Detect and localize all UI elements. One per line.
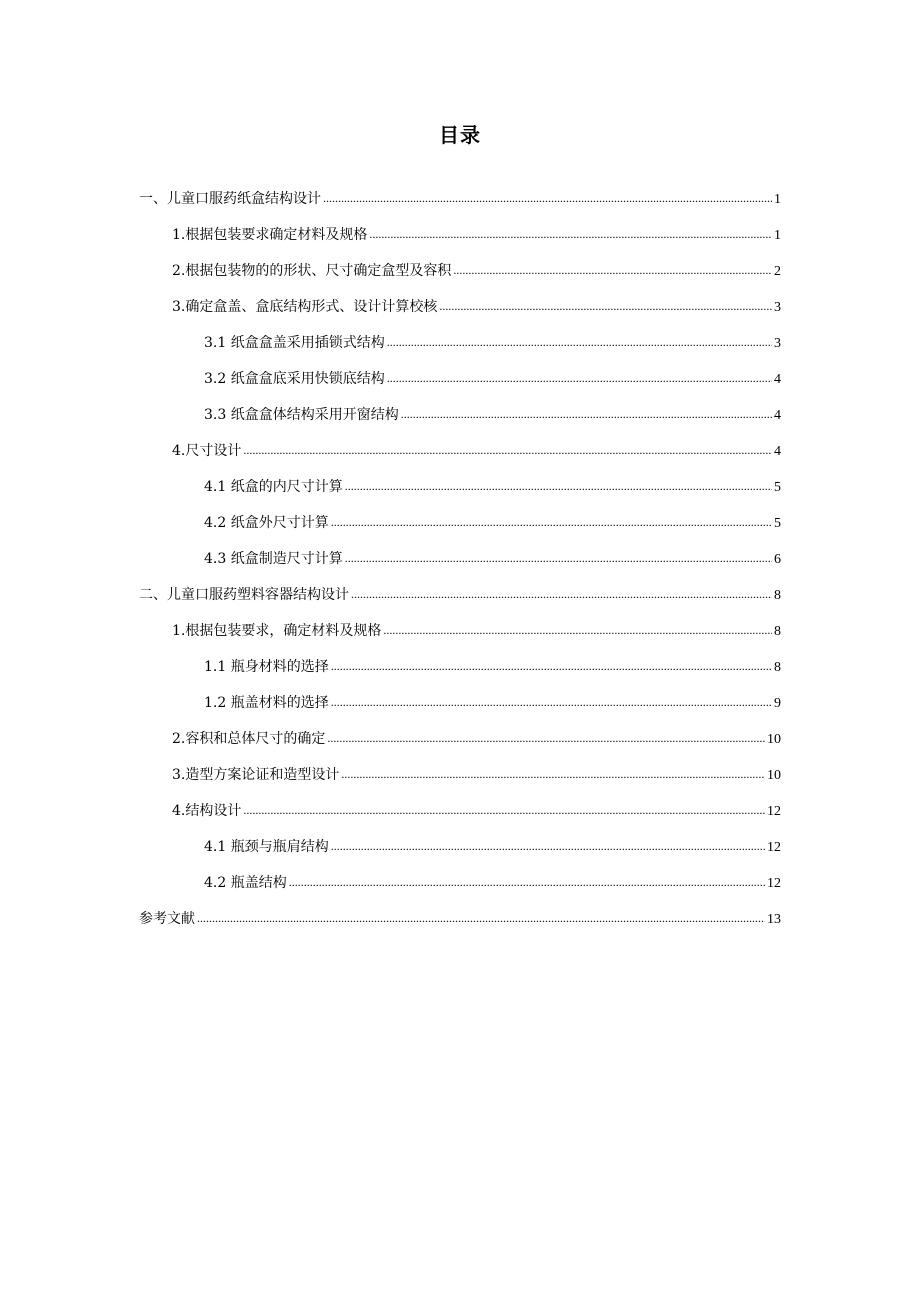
toc-dot-leader (369, 216, 772, 252)
toc-dot-leader (351, 576, 772, 612)
toc-dot-leader (401, 396, 772, 432)
toc-entry[interactable] (139, 901, 781, 937)
toc-entry-label: 3.3 纸盒盒体结构采用开窗结构 (204, 407, 399, 423)
toc-entry-label: 4.结构设计 (172, 803, 242, 819)
toc-entry-page-number: 2 (774, 264, 781, 279)
toc-entry[interactable] (139, 613, 781, 649)
toc-dot-leader (345, 540, 772, 576)
toc-dot-leader (243, 432, 772, 468)
toc-entry-label: 4.2 纸盒外尺寸计算 (204, 515, 329, 531)
toc-entry-label: 1.根据包装要求，确定材料及规格 (172, 623, 382, 639)
toc-dot-leader (331, 504, 772, 540)
toc-entry[interactable] (139, 217, 781, 253)
toc-entry[interactable] (139, 685, 781, 721)
toc-dot-leader (387, 324, 772, 360)
toc-entry-label: 4.尺寸设计 (172, 443, 242, 459)
toc-dot-leader (323, 180, 772, 216)
toc-entry-page-number: 8 (774, 588, 781, 603)
toc-dot-leader (331, 648, 772, 684)
toc-entry-label: 1.根据包装要求确定材料及规格 (172, 227, 368, 243)
toc-entry-page-number: 4 (774, 444, 781, 459)
toc-entry-page-number: 1 (774, 192, 781, 207)
toc-entry[interactable] (139, 829, 781, 865)
toc-entry[interactable] (139, 757, 781, 793)
toc-entry-page-number: 5 (774, 480, 781, 495)
toc-entry[interactable] (139, 505, 781, 541)
toc-entry-page-number: 13 (767, 912, 781, 927)
toc-entry-page-number: 12 (767, 840, 781, 855)
toc-entry[interactable] (139, 793, 781, 829)
toc-entry-label: 参考文献 (139, 911, 195, 927)
toc-entry-page-number: 8 (774, 660, 781, 675)
toc-entry-page-number: 4 (774, 372, 781, 387)
toc-entry-label: 4.2 瓶盖结构 (204, 875, 287, 891)
toc-dot-leader (289, 864, 765, 900)
toc-entry[interactable] (139, 649, 781, 685)
toc-entry-label: 2.容积和总体尺寸的确定 (172, 731, 326, 747)
toc-entry[interactable] (139, 541, 781, 577)
toc-entry-page-number: 12 (767, 804, 781, 819)
toc-entry-label: 1.2 瓶盖材料的选择 (204, 695, 329, 711)
toc-dot-leader (243, 792, 765, 828)
toc-entry-page-number: 6 (774, 552, 781, 567)
toc-entry[interactable] (139, 433, 781, 469)
toc-dot-leader (331, 828, 765, 864)
toc-entry-label: 二、儿童口服药塑料容器结构设计 (139, 587, 349, 603)
toc-dot-leader (453, 252, 772, 288)
toc-entry-page-number: 10 (767, 732, 781, 747)
toc-entry-page-number: 5 (774, 516, 781, 531)
toc-entry-page-number: 3 (774, 300, 781, 315)
toc-entry-label: 一、儿童口服药纸盒结构设计 (139, 191, 321, 207)
toc-entry-label: 3.1 纸盒盒盖采用插锁式结构 (204, 335, 385, 351)
toc-entry[interactable] (139, 397, 781, 433)
toc-dot-leader (341, 756, 765, 792)
toc-dot-leader (383, 612, 772, 648)
toc-entry-page-number: 12 (767, 876, 781, 891)
toc-entry-label: 3.2 纸盒盒底采用快锁底结构 (204, 371, 385, 387)
toc-entry-label: 3.造型方案论证和造型设计 (172, 767, 340, 783)
table-of-contents (139, 181, 781, 937)
toc-entry[interactable] (139, 325, 781, 361)
toc-entry[interactable] (139, 865, 781, 901)
toc-dot-leader (331, 684, 772, 720)
toc-entry-label: 4.3 纸盒制造尺寸计算 (204, 551, 343, 567)
toc-entry[interactable] (139, 361, 781, 397)
toc-dot-leader (439, 288, 772, 324)
toc-dot-leader (197, 900, 765, 936)
toc-title: 目录 (439, 123, 481, 147)
toc-entry[interactable] (139, 181, 781, 217)
toc-entry[interactable] (139, 469, 781, 505)
toc-entry-page-number: 4 (774, 408, 781, 423)
toc-entry-label: 2.根据包装物的的形状、尺寸确定盒型及容积 (172, 263, 452, 279)
toc-entry-page-number: 8 (774, 624, 781, 639)
toc-entry-label: 1.1 瓶身材料的选择 (204, 659, 329, 675)
toc-entry-label: 3.确定盒盖、盒底结构形式、设计计算校核 (172, 299, 438, 315)
toc-entry-page-number: 9 (774, 696, 781, 711)
toc-entry-page-number: 3 (774, 336, 781, 351)
toc-entry-page-number: 1 (774, 228, 781, 243)
toc-entry[interactable] (139, 289, 781, 325)
toc-entry[interactable] (139, 721, 781, 757)
toc-dot-leader (327, 720, 765, 756)
toc-entry-label: 4.1 纸盒的内尺寸计算 (204, 479, 343, 495)
toc-entry-page-number: 10 (767, 768, 781, 783)
toc-entry[interactable] (139, 253, 781, 289)
toc-dot-leader (345, 468, 772, 504)
toc-entry-label: 4.1 瓶颈与瓶肩结构 (204, 839, 329, 855)
toc-entry[interactable] (139, 577, 781, 613)
toc-dot-leader (387, 360, 772, 396)
